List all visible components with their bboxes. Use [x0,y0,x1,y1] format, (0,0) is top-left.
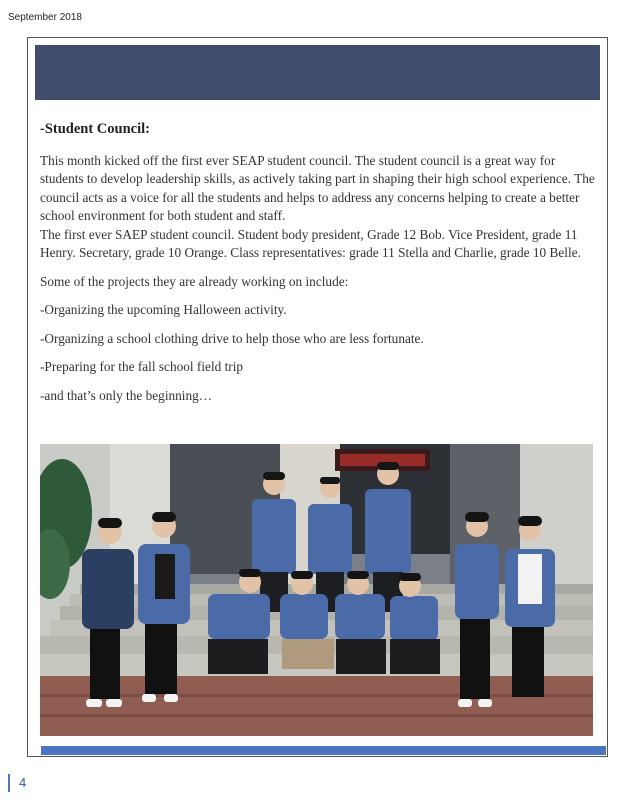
header-banner [35,45,600,100]
projects-intro: Some of the projects they are already working on include: [40,273,349,289]
paragraph-2: The first ever SAEP student council. Student body president, Grade 12 Bob. Vice President, grade 11 Henry. Secretary, grade 10 Orange. Class representatives: grade 11 Stella and Charlie, grade 10 Belle. [40,226,581,260]
project-item-1: -Organizing the upcoming Halloween activity. [40,302,287,317]
project-item-3: -Preparing for the fall school field trip [40,359,244,374]
header-date: September 2018 [8,12,82,23]
group-photo-illustration [40,444,593,736]
section-heading: -Student Council: [40,121,150,137]
footer-accent-bar [41,746,606,755]
article-body [40,120,596,415]
group-photo [40,444,593,736]
paragraph-1: This month kicked off the first ever SEAP student council. The student council is a great way for students to develop leadership skills, as actively taking part in shaping their high school experience. The council acts as a voice for all the students and helps to address any concerns helping to create a better school environment for both student and staff. [40,152,595,223]
page-number: 4 [8,774,26,792]
intro-paragraph [40,152,596,263]
page-frame [27,37,608,757]
project-item-2: -Organizing a school clothing drive to help those who are less fortunate. [40,330,424,346]
project-item-4: -and that’s only the beginning… [40,387,213,403]
